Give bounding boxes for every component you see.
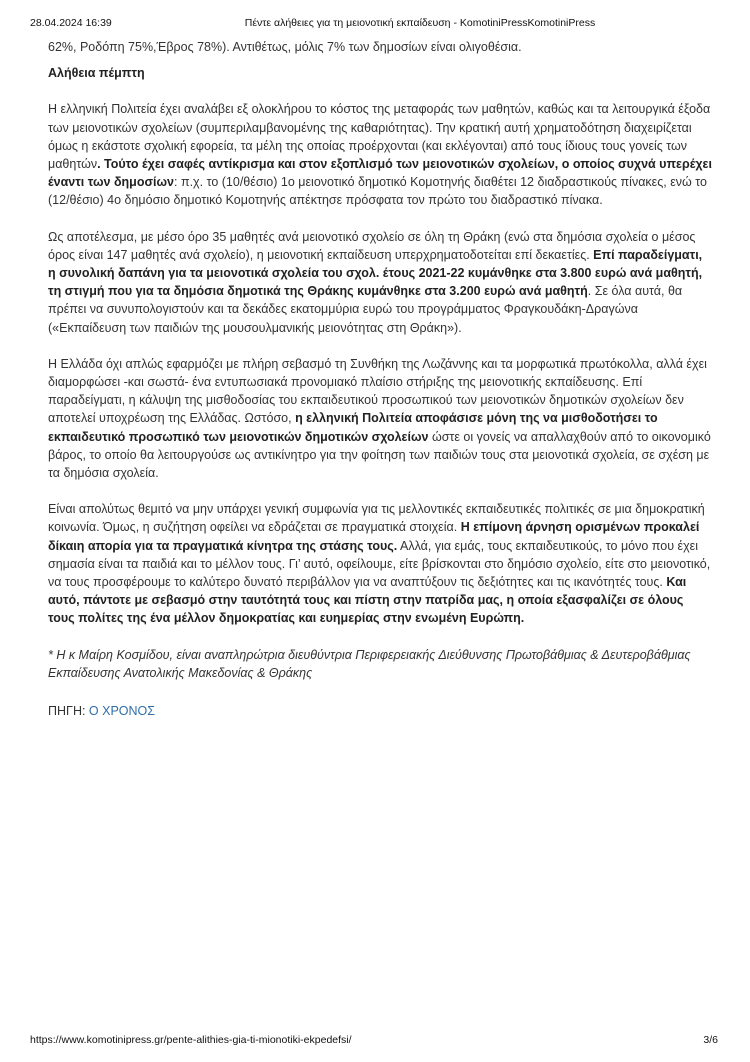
paragraph-2-text-c: . Σε όλα αυτά, θα πρέπει να συνυπολογιστούν και τα δεκάδες εκατομμύρια ευρώ του προγράμματος Φραγκουδάκη-Δραγώνα («Εκπαίδευση των παιδιών της μουσουλμανικής μειονότητας στη Θράκη»). xyxy=(48,284,683,335)
paragraph-2 xyxy=(48,228,713,337)
print-footer xyxy=(30,1034,718,1048)
paragraph-3-text-a: Η Ελλάδα όχι απλώς εφαρμόζει με πλήρη σεβασμό τη Συνθήκη της Λωζάννης και τα μορφωτικά πρωτόκολλα, αλλά έχει διαμορφώσει -και σωστά- ένα εντυπωσιακά προνομιακό πλαίσιο στήριξης της μειονοτικής εκπαίδευσης. Επί παραδείγματι, η κάλυψη της μισθοδοσίας του εκπαιδευτικού προσωπικού των μειονοτικών δημοτικών σχολείων δεν αποτελεί υποχρέωση της Ελλάδας. Ωστόσο, xyxy=(48,356,707,426)
source-line xyxy=(48,702,713,720)
paragraph-2-bold: Επί παραδείγματι, η συνολική δαπάνη για τα μειονοτικά σχολεία του σχολ. έτους 2021-22 κυμάνθηκε στα 3.800 ευρώ ανά μαθητή, τη στιγμή που για τα δημόσια δημοτικά της Θράκης κυμάνθηκε στα 3.200 ευρώ ανά μαθητή xyxy=(48,247,703,299)
print-date: 28.04.2024 16:39 xyxy=(30,17,112,29)
paragraph-3-text-c: ώστε οι γονείς να απαλλαχθούν από το οικονομικό βάρος, το οποίο θα λειτουργούσε ως αντικίνητρο για την φοίτηση των παιδιών τους στα μειονοτικά σχολεία, σε σχέση με τα δημόσια σχολεία. xyxy=(48,429,711,481)
article-body xyxy=(48,38,713,738)
source-label: ΠΗΓΗ: xyxy=(48,704,89,719)
section-heading: Αλήθεια πέμπτη xyxy=(48,66,145,81)
paragraph-4-bold-b: Η επίμονη άρνηση ορισμένων προκαλεί δίκαιη απορία για τα πραγματικά κίνητρα της στάσης τους. xyxy=(48,520,700,553)
paragraph-4-text-a: Είναι απολύτως θεμιτό να μην υπάρχει γενική συμφωνία για τις μελλοντικές εκπαιδευτικές πολιτικές σε μια δημοκρατική κοινωνία. Όμως, η συζήτηση οφείλει να εδράζεται σε πραγματικά στοιχεία. xyxy=(48,502,705,535)
paragraph-1-text-a: Η ελληνική Πολιτεία έχει αναλάβει εξ ολοκλήρου το κόστος της μεταφοράς των μαθητών, καθώς και τα λειτουργικά έξοδα των μειονοτικών σχολείων (συμπεριλαμβανομένης της καθαριότητας). Την κρατική αυτή χρηματοδότηση διαχειρίζεται όμως η εκάστοτε σχολική εφορεία, τα μέλη της οποίας προέρχονται (και εκλέγονται) από τους ίδιους τους γονείς των μαθητών xyxy=(48,102,711,172)
print-url: https://www.komotinipress.gr/pente-alithies-gia-ti-mionotiki-ekpedefsi/ xyxy=(30,1034,352,1046)
paragraph-4-bold-d: Και αυτό, πάντοτε με σεβασμό στην ταυτότητά τους και πίστη στην πατρίδα μας, η οποία εξασφαλίζει σε όλους τους πολίτες της ένα μέλλον δημοκρατίας και ευημερίας στην ενωμένη Ευρώπη. xyxy=(48,575,687,626)
intro-paragraph: 62%, Ροδόπη 75%,Έβρος 78%). Αντιθέτως, μόλις 7% των δημοσίων είναι ολιγοθέσια. xyxy=(48,40,522,54)
paragraph-3 xyxy=(48,355,713,482)
paragraph-1-bold: . Τούτο έχει σαφές αντίκρισμα και στον εξοπλισμό των μειονοτικών σχολείων, ο οποίος συχνά υπερέχει έναντι των δημοσίων xyxy=(48,157,712,190)
print-page-title: Πέντε αλήθειες για τη μειονοτική εκπαίδευση - KomotiniPressKomotiniPress xyxy=(244,17,596,29)
paragraph-2-text-a: Ως αποτέλεσμα, με μέσο όρο 35 μαθητές ανά μειονοτικό σχολείο σε όλη τη Θράκη (ενώ στα δημόσια σχολεία ο μέσος όρος είναι 147 μαθητές ανά σχολείο), η μειονοτική εκπαίδευση υπερχρηματοδοτείται επί δεκαετίες. xyxy=(48,229,696,262)
print-header xyxy=(30,17,718,31)
paragraph-3-bold: η ελληνική Πολιτεία αποφάσισε μόνη της να μισθοδοτήσει το εκπαιδευτικό προσωπικό των μειονοτικών δημοτικών σχολείων xyxy=(48,411,658,444)
source-link[interactable]: Ο ΧΡΟΝΟΣ xyxy=(88,704,155,719)
author-note: * Η κ Μαίρη Κοσμίδου, είναι αναπληρώτρια διευθύντρια Περιφερειακής Διεύθυνσης Πρωτοβάθμιας & Δευτεροβάθμιας Εκπαίδευσης Ανατολικής Μακεδονίας & Θράκης xyxy=(48,647,691,680)
paragraph-1-text-c: : π.χ. το (10/θέσιο) 1ο μειονοτικό δημοτικό Κομοτηνής διαθέτει 12 διαδραστικούς πίνακες, ενώ το (12/θέσιο) 4ο δημόσιο δημοτικό Κομοτηνής απέκτησε πρόσφατα τον πρώτο του διαδραστικό πίνακα. xyxy=(48,175,707,208)
paragraph-1 xyxy=(48,100,713,209)
paragraph-4 xyxy=(48,500,713,627)
paragraph-4-text-c: Αλλά, για εμάς, τους εκπαιδευτικούς, το μόνο που έχει σημασία είναι τα παιδιά και το μέλλον τους. Γι’ αυτό, οφείλουμε, είτε βρίσκονται στο δημόσιο σχολείο, είτε στο μειονοτικό, να τους προσφέρουμε το καλύτερο δυνατό περιβάλλον για να αναπτύξουν τις δεξιότητες και τις ικανότητές τους. xyxy=(48,538,711,590)
print-page-number: 3/6 xyxy=(703,1034,718,1046)
